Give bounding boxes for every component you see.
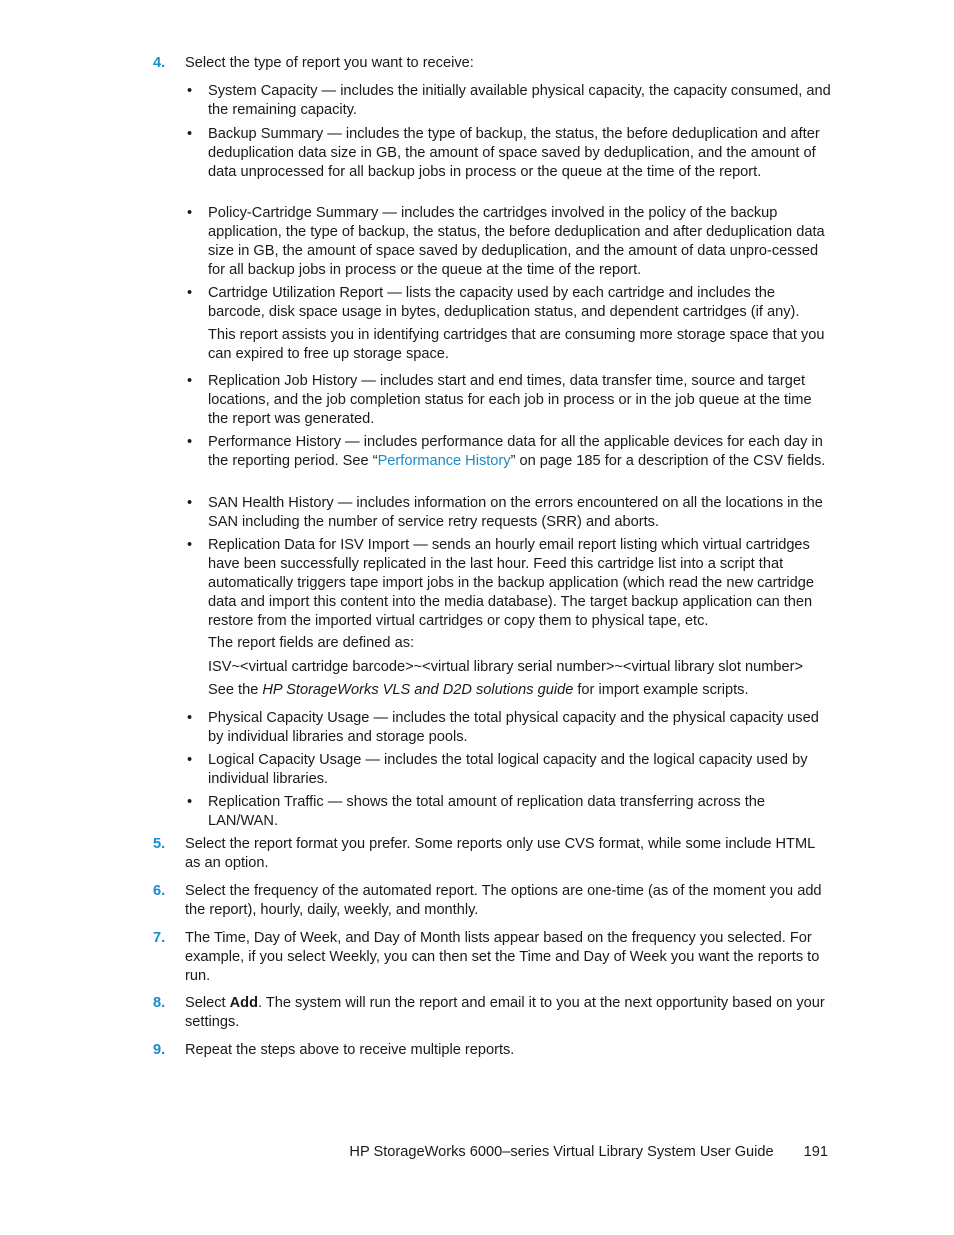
step-text: Select the frequency of the automated report. The options are one-time (as of the moment you add the report), hourly, daily, weekly, and monthly.: [185, 883, 822, 918]
bullet-text: Replication Traffic — shows the total amount of replication data transferring across the LAN/WAN.: [208, 794, 766, 829]
step-text: [185, 994, 831, 1032]
bullet-marker: •: [187, 285, 193, 301]
bullet-marker: •: [187, 537, 193, 553]
step-number: 8.: [153, 995, 166, 1011]
bullet-text: [208, 433, 833, 471]
bullet-marker: •: [187, 710, 193, 726]
step-number: 7.: [153, 930, 166, 946]
bullet-marker: •: [187, 373, 193, 389]
bullet-marker: •: [187, 794, 193, 810]
report-field-format: ISV~<virtual cartridge barcode>~<virtual library serial number>~<virtual library slot number>: [208, 659, 803, 675]
text-run: Select: [185, 995, 230, 1011]
step-text: Repeat the steps above to receive multiple reports.: [185, 1042, 515, 1058]
bullet-text: Cartridge Utilization Report — lists the capacity used by each cartridge and includes the barcode, disk space usage in bytes, deduplication status, and dependent cartridges (if any).: [208, 285, 800, 320]
bullet-text: SAN Health History — includes information on the errors encountered on all the locations in the SAN including the number of service retry requests (SRR) and aborts.: [208, 495, 823, 530]
step-number: 6.: [153, 883, 166, 899]
bullet-marker: •: [187, 495, 193, 511]
guide-title: HP StorageWorks VLS and D2D solutions guide: [262, 682, 574, 698]
bullet-text: System Capacity — includes the initially available physical capacity, the capacity consumed, and the remaining capacity.: [208, 83, 831, 118]
report-fields-note: The report fields are defined as:: [208, 635, 415, 651]
bullet-marker: •: [187, 126, 193, 142]
step-number: 9.: [153, 1042, 166, 1058]
bullet-marker: •: [187, 83, 193, 99]
text-run: See the: [208, 682, 263, 698]
bullet-marker: •: [187, 752, 193, 768]
step-number: 4.: [153, 55, 166, 71]
step-text: Select the type of report you want to receive:: [185, 55, 474, 71]
text-run: for import example scripts.: [573, 682, 749, 698]
text-run: ” on page 185 for a description of the CSV fields.: [510, 453, 826, 469]
step-text: The Time, Day of Week, and Day of Month lists appear based on the frequency you selected. For example, if you select Weekly, you can then set the Time and Day of Week you want the reports to run.: [185, 930, 820, 984]
bullet-text: Replication Job History — includes start and end times, data transfer time, source and target locations, and the job completion status for each job in process or in the job queue at the time the report was generated.: [208, 373, 812, 427]
bullet-text: Backup Summary — includes the type of backup, the status, the before deduplication and after deduplication data size in GB, the amount of space saved by deduplication, and the amount of data unprocessed for all backup jobs in process or the queue at the time of the report.: [208, 126, 820, 180]
performance-history-link[interactable]: Performance History: [377, 453, 511, 469]
bullet-text: Policy-Cartridge Summary — includes the cartridges involved in the policy of the backup application, the type of backup, the status, the before deduplication and after deduplication data size in GB, the amount of space saved by deduplication, and the amount of data unpro-cessed for all backup jobs in process or the queue at the time of the report.: [208, 205, 825, 278]
bullet-text: Logical Capacity Usage — includes the total logical capacity and the logical capacity used by individual libraries.: [208, 752, 808, 787]
text-run: . The system will run the report and email it to you at the next opportunity based on your settings.: [185, 995, 825, 1030]
bullet-marker: •: [187, 205, 193, 221]
bullet-marker: •: [187, 434, 193, 450]
page-footer: [300, 1143, 828, 1162]
footer-title: HP StorageWorks 6000–series Virtual Library System User Guide: [349, 1144, 774, 1160]
add-keyword: Add: [229, 995, 258, 1011]
text-run: Performance History — includes performance data for all the applicable devices for each day in the reporting period. See “: [208, 434, 823, 469]
guide-reference: [208, 681, 833, 700]
step-number: 5.: [153, 836, 166, 852]
step-text: Select the report format you prefer. Some reports only use CVS format, while some include HTML as an option.: [185, 836, 815, 871]
bullet-text: Physical Capacity Usage — includes the total physical capacity and the physical capacity used by individual libraries and storage pools.: [208, 710, 819, 745]
bullet-text: Replication Data for ISV Import — sends an hourly email report listing which virtual cartridges have been successfully replicated in the last hour. Feed this cartridge list into a script that automatically triggers tape import jobs in the backup application (which read the new cartridge data and import this content into the media database). The target backup application can then restore from the imported virtual cartridges or copy them to physical tape, etc.: [208, 537, 814, 629]
bullet-note: This report assists you in identifying cartridges that are consuming more storage space that you can expired to free up storage space.: [208, 327, 825, 362]
page-number: 191: [803, 1144, 828, 1160]
